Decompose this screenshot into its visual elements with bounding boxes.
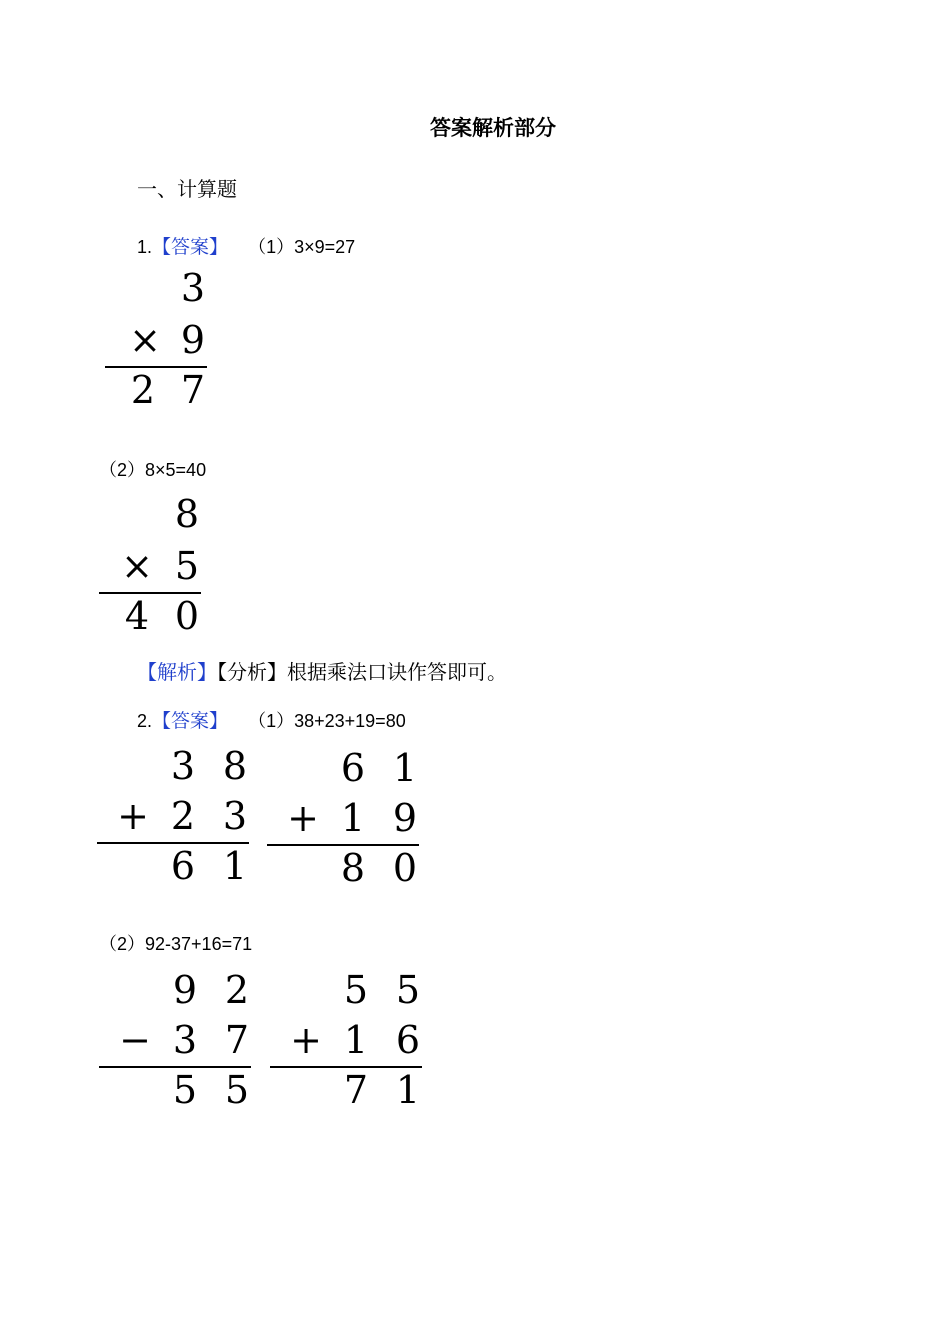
calc-digit: 2: [224, 968, 250, 1012]
calc-digit: 1: [343, 1018, 369, 1062]
section-heading: 一、计算题: [137, 177, 237, 201]
calc-digit: 1: [222, 844, 248, 888]
calc-digit: 1: [395, 1068, 421, 1112]
calc-digit: 3: [180, 266, 206, 310]
calc-digit: 5: [174, 544, 200, 588]
calc-operator: ×: [121, 544, 153, 588]
q2-answer-line: [137, 706, 406, 733]
calc-digit: 1: [392, 746, 418, 790]
q1-number: 1.: [137, 237, 153, 257]
calc-operator: −: [119, 1018, 151, 1062]
q2-calc1b: [275, 748, 435, 888]
q1-part2-text: （2）8×5=40: [99, 460, 207, 480]
q2-part2-text: （2）92-37+16=71: [99, 934, 253, 954]
q1-answer-tag: 【答案】: [152, 236, 229, 258]
q1-analysis-tag: 【解析】: [137, 660, 217, 684]
q1-part1: （1）3×9=27: [248, 237, 356, 257]
calc-operator: +: [287, 796, 319, 840]
calc-digit: 9: [392, 796, 418, 840]
q1-answer-line: [137, 232, 355, 259]
q1-calc1: [115, 266, 235, 412]
calc-digit: 8: [340, 846, 366, 890]
calc-digit: 3: [222, 794, 248, 838]
q1-analysis: [137, 656, 507, 685]
q2-calc2b: [278, 970, 438, 1110]
calc-digit: 6: [340, 746, 366, 790]
calc-digit: 7: [343, 1068, 369, 1112]
calc-digit: 5: [395, 968, 421, 1012]
calc-digit: 0: [392, 846, 418, 890]
calc-digit: 9: [180, 318, 206, 362]
q1-part2: [99, 456, 206, 482]
calc-digit: 8: [174, 492, 200, 536]
page-title: 答案解析部分: [430, 116, 556, 140]
q2-part1: （1）38+23+19=80: [248, 711, 406, 731]
calc-digit: 7: [224, 1018, 250, 1062]
q1-analysis-text: 【分析】根据乘法口诀作答即可。: [217, 660, 507, 684]
calc-digit: 2: [130, 368, 156, 412]
calc-digit: 8: [222, 744, 248, 788]
calc-digit: 2: [170, 794, 196, 838]
calc-digit: 6: [395, 1018, 421, 1062]
q2-number: 2.: [137, 711, 153, 731]
calc-digit: 3: [172, 1018, 198, 1062]
calc-digit: 3: [170, 744, 196, 788]
calc-digit: 6: [170, 844, 196, 888]
calc-digit: 1: [340, 796, 366, 840]
calc-digit: 4: [124, 594, 150, 638]
calc-digit: 5: [343, 968, 369, 1012]
calc-operator: +: [290, 1018, 322, 1062]
q2-part2: [99, 930, 252, 956]
q2-calc2a: [107, 970, 267, 1110]
calc-digit: 7: [180, 368, 206, 412]
calc-digit: 5: [172, 1068, 198, 1112]
q1-calc2: [109, 492, 229, 638]
calc-operator: +: [117, 794, 149, 838]
q2-calc1a: [105, 746, 265, 886]
q2-answer-tag: 【答案】: [152, 710, 229, 732]
calc-operator: ×: [129, 318, 161, 362]
calc-digit: 0: [174, 594, 200, 638]
calc-digit: 5: [224, 1068, 250, 1112]
calc-digit: 9: [172, 968, 198, 1012]
